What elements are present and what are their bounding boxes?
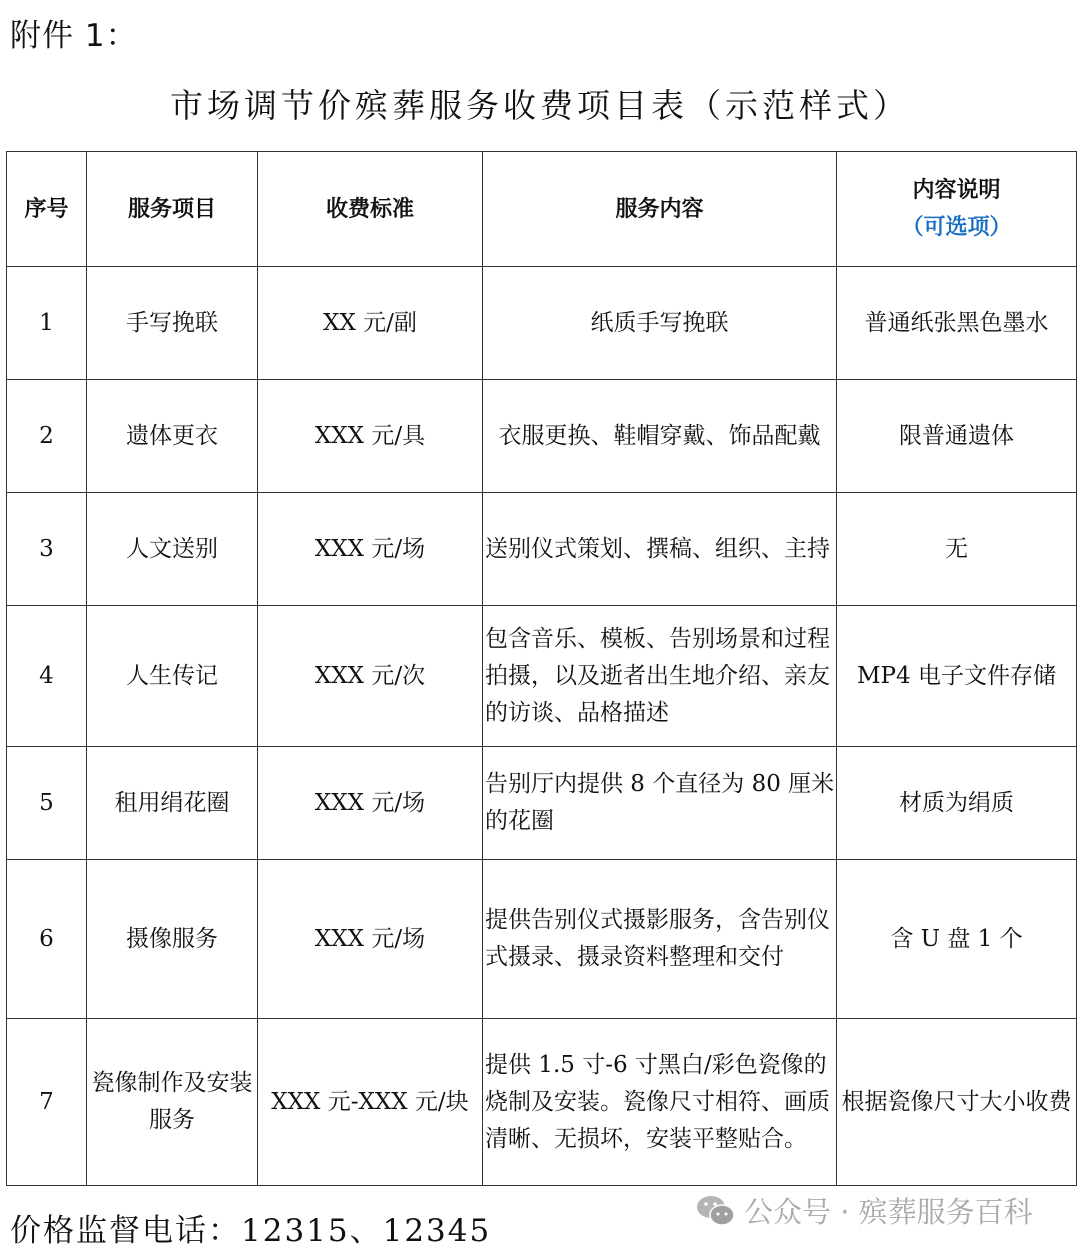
document-title: 市场调节价殡葬服务收费项目表（示范样式）: [170, 86, 910, 125]
header-row: [7, 152, 1077, 267]
cell-no: 1: [7, 267, 87, 380]
cell-price: XX 元/副: [258, 267, 483, 380]
fee-table: [6, 151, 1077, 1186]
header-item: 服务项目: [87, 152, 258, 267]
cell-price: XXX 元-XXX 元/块: [258, 1019, 483, 1186]
cell-no: 3: [7, 493, 87, 606]
header-price: 收费标准: [258, 152, 483, 267]
cell-item: 人生传记: [87, 606, 258, 747]
cell-price: XXX 元/次: [258, 606, 483, 747]
table-row: [7, 380, 1077, 493]
header-note-label: 内容说明: [912, 178, 1001, 203]
price-hotline: 价格监督电话：12315、12345: [10, 1213, 492, 1249]
table-row: [7, 606, 1077, 747]
cell-no: 6: [7, 860, 87, 1019]
cell-content: 衣服更换、鞋帽穿戴、饰品配戴: [483, 380, 837, 493]
cell-note: 根据瓷像尺寸大小收费: [837, 1019, 1077, 1186]
cell-content: 送别仪式策划、撰稿、组织、主持: [483, 493, 837, 606]
cell-price: XXX 元/场: [258, 493, 483, 606]
attachment-label: 附件 1：: [10, 18, 138, 54]
cell-no: 7: [7, 1019, 87, 1186]
cell-no: 5: [7, 747, 87, 860]
cell-item: 人文送别: [87, 493, 258, 606]
header-note: [837, 152, 1077, 267]
cell-no: 2: [7, 380, 87, 493]
watermark: [696, 1190, 1033, 1231]
cell-price: XXX 元/具: [258, 380, 483, 493]
cell-note: 无: [837, 493, 1077, 606]
table-row: [7, 493, 1077, 606]
table-row: [7, 747, 1077, 860]
cell-note: 限普通遗体: [837, 380, 1077, 493]
cell-item: 租用绢花圈: [87, 747, 258, 860]
cell-content: 提供告别仪式摄影服务，含告别仪式摄录、摄录资料整理和交付: [483, 860, 837, 1019]
cell-item: 手写挽联: [87, 267, 258, 380]
cell-content: 告别厅内提供 8 个直径为 80 厘米的花圈: [483, 747, 837, 860]
wechat-icon: [696, 1194, 736, 1228]
header-note-optional: （可选项）: [901, 215, 1012, 240]
table-row: [7, 1019, 1077, 1186]
cell-content: 包含音乐、模板、告别场景和过程拍摄，以及逝者出生地介绍、亲友的访谈、品格描述: [483, 606, 837, 747]
cell-note: 含 U 盘 1 个: [837, 860, 1077, 1019]
header-no: 序号: [7, 152, 87, 267]
cell-note: 普通纸张黑色墨水: [837, 267, 1077, 380]
cell-item: 遗体更衣: [87, 380, 258, 493]
header-content: 服务内容: [483, 152, 837, 267]
cell-content: 提供 1.5 寸-6 寸黑白/彩色瓷像的烧制及安装。瓷像尺寸相符、画质清晰、无损坏，安装平整贴合。: [483, 1019, 837, 1186]
table-row: [7, 860, 1077, 1019]
cell-item: 瓷像制作及安装服务: [87, 1019, 258, 1186]
cell-note: MP4 电子文件存储: [837, 606, 1077, 747]
cell-no: 4: [7, 606, 87, 747]
watermark-text: 公众号 · 殡葬服务百科: [744, 1195, 1033, 1229]
cell-content: 纸质手写挽联: [483, 267, 837, 380]
cell-item: 摄像服务: [87, 860, 258, 1019]
table-body: [7, 267, 1077, 1186]
cell-price: XXX 元/场: [258, 747, 483, 860]
cell-note: 材质为绢质: [837, 747, 1077, 860]
cell-price: XXX 元/场: [258, 860, 483, 1019]
table-row: [7, 267, 1077, 380]
